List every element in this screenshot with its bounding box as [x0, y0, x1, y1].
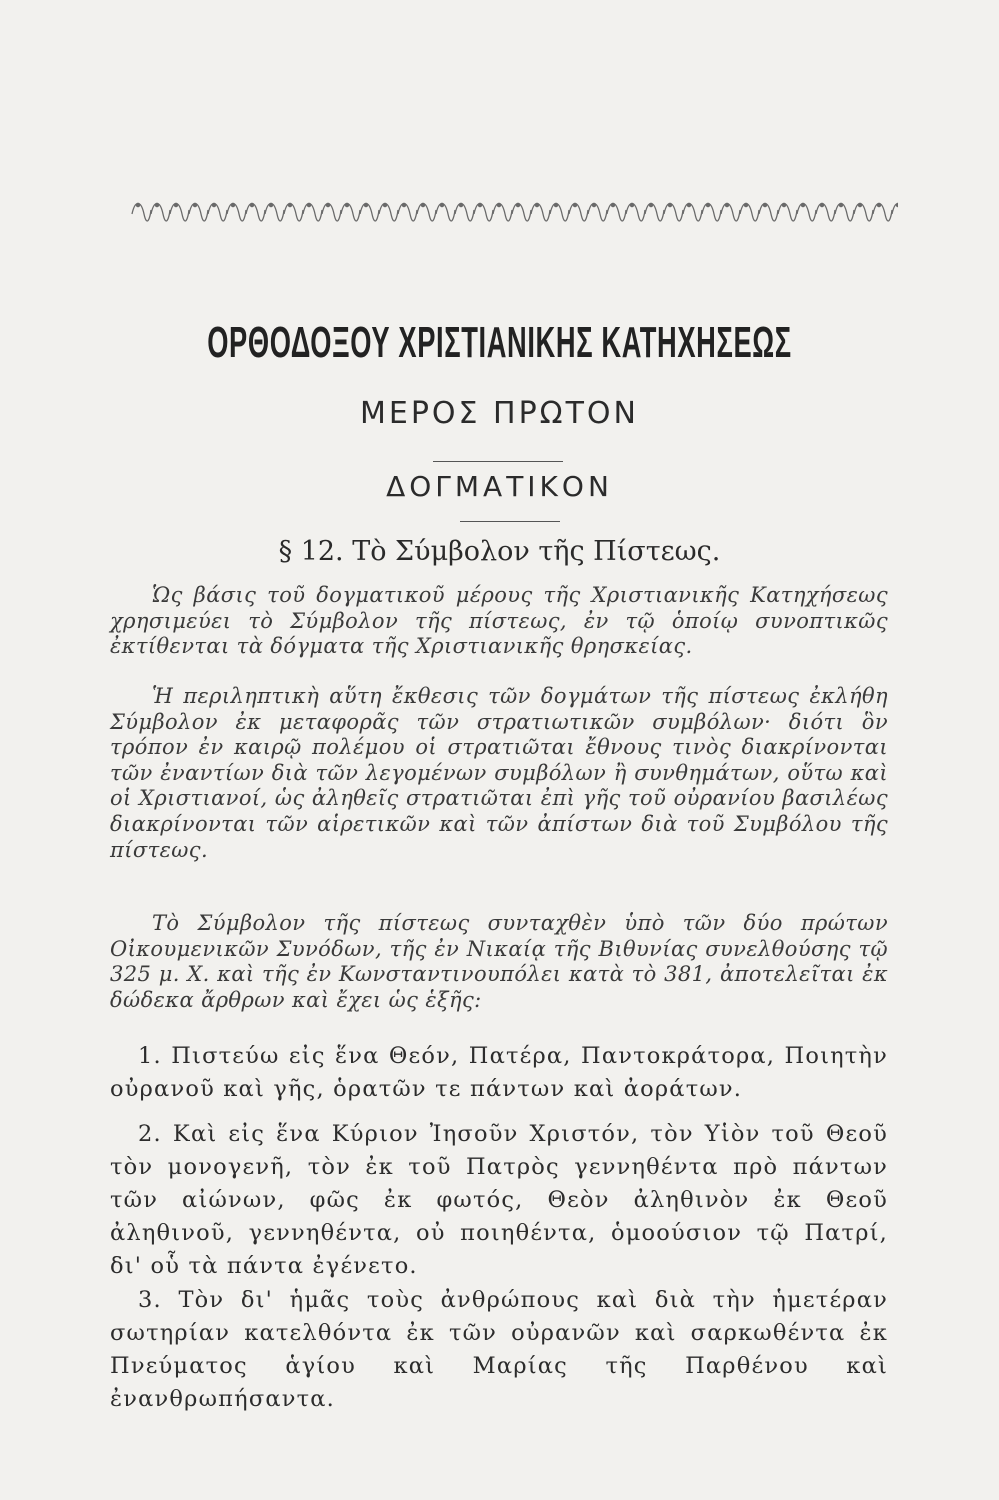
ornament-loop	[455, 204, 474, 222]
ornament-loop	[227, 204, 246, 222]
ornament-dot	[668, 203, 671, 206]
ornament-dot	[611, 203, 614, 206]
ornament-dot	[421, 203, 424, 206]
ornament-loop	[873, 204, 892, 222]
ornament-dot	[820, 203, 823, 206]
article-text: 2. Καὶ εἰς ἕνα Κύριον Ἰησοῦν Χριστόν, τὸν Υἱὸν τοῦ Θεοῦ τὸν μονογενῆ, τὸν ἐκ τοῦ Πατρὸς γεννηθέντα πρὸ πάντων τῶν αἰώνων, φῶς ἐκ φωτός, Θεὸν ἀληθινὸν ἐκ Θεοῦ ἀληθινοῦ, γεννηθέντα, οὐ ποιηθέντα, ὁμοούσιον τῷ Πατρί, δι' οὗ τὰ πάντα ἐγένετο.	[110, 1121, 888, 1279]
ornament-loop	[417, 204, 436, 222]
ornament-loop	[797, 204, 816, 222]
book-title: ΟΡΘΟΔΟΞΟΥ ΧΡΙΣΤΙΑΝΙΚΗΣ ΚΑΤΗΧΗΣΕΩΣ	[207, 318, 792, 367]
ornament-loop	[531, 204, 550, 222]
ornament-loop	[303, 204, 322, 222]
decorative-border-ornament	[128, 196, 898, 222]
ornament-loop	[379, 204, 398, 222]
ornament-dot	[326, 203, 329, 206]
ornament-loop	[816, 204, 835, 222]
ornament-dot	[136, 203, 139, 206]
part-heading: ΜΕΡΟΣ ΠΡΩΤΟΝ	[360, 396, 639, 431]
subtitle-heading: ΔΟΓΜΑΤΙΚΟΝ	[386, 470, 613, 503]
ornament-dot	[763, 203, 766, 206]
ornament-loop	[607, 204, 626, 222]
ornament-dot	[345, 203, 348, 206]
ornament-dot	[706, 203, 709, 206]
paragraph-text: Ὡς βάσις τοῦ δογματικοῦ μέρους τῆς Χριστιανικῆς Κατηχήσεως χρησιμεύει τὸ Σύμβολον τῆς πίστεως, ἐν τῷ ὁποίῳ συνοπτικῶς ἐκτίθενται τὰ δόγματα τῆς Χριστιανικῆς θρησκείας.	[110, 583, 888, 659]
ornament-loop	[683, 204, 702, 222]
ornament-dot	[687, 203, 690, 206]
ornament-dot	[440, 203, 443, 206]
ornament-dot	[896, 203, 898, 206]
ornament-dot	[554, 203, 557, 206]
ornament-dot	[516, 203, 519, 206]
ornament-dot	[649, 203, 652, 206]
article-text: 1. Πιστεύω εἰς ἕνα Θεόν, Πατέρα, Παντοκράτορα, Ποιητὴν οὐρανοῦ καὶ γῆς, ὁρατῶν τε πάντων καὶ ἀοράτων.	[110, 1043, 888, 1102]
ornament-dot	[250, 203, 253, 206]
ornament-loop	[170, 204, 189, 222]
ornament-loop	[341, 204, 360, 222]
ornament-loop	[398, 204, 417, 222]
divider-rule	[433, 461, 563, 462]
ornament-dot	[364, 203, 367, 206]
creed-article-1	[110, 1040, 888, 1116]
ornament-dot	[839, 203, 842, 206]
ornament-dot	[744, 203, 747, 206]
ornament-dot	[573, 203, 576, 206]
ornament-loop	[702, 204, 721, 222]
ornament-dot	[801, 203, 804, 206]
ornament-dot	[782, 203, 785, 206]
ornament-loop	[284, 204, 303, 222]
ornament-dot	[402, 203, 405, 206]
ornament-dot	[231, 203, 234, 206]
ornament-dot	[478, 203, 481, 206]
intro-paragraph	[110, 583, 888, 660]
ornament-loop	[132, 204, 151, 222]
ornament-loop	[550, 204, 569, 222]
ornament-loop	[208, 204, 227, 222]
ornament-dot	[174, 203, 177, 206]
ornament-loop	[360, 204, 379, 222]
ornament-loop	[265, 204, 284, 222]
ornament-loop	[854, 204, 873, 222]
ornament-loop	[740, 204, 759, 222]
ornament-dot	[193, 203, 196, 206]
article-text: 3. Τὸν δι' ἡμᾶς τοὺς ἀνθρώπους καὶ διὰ τὴν ἡμετέραν σωτηρίαν κατελθόντα ἐκ τῶν οὐρανῶν καὶ σαρκωθέντα ἐκ Πνεύματος ἁγίου καὶ Μαρίας τῆς Παρθένου καὶ ἐνανθρωπήσαντα.	[110, 1287, 888, 1412]
ornament-dot	[383, 203, 386, 206]
ornament-loop	[778, 204, 797, 222]
ornament-dot	[212, 203, 215, 206]
ornament-loop	[835, 204, 854, 222]
ornament-dot	[288, 203, 291, 206]
ornament-loop	[493, 204, 512, 222]
ornament-loop	[512, 204, 531, 222]
ornament-dot	[459, 203, 462, 206]
councils-paragraph	[110, 911, 888, 1013]
ornament-dot	[307, 203, 310, 206]
ornament-loop	[322, 204, 341, 222]
ornament-loop	[626, 204, 645, 222]
divider-rule	[460, 521, 560, 522]
ornament-dot	[630, 203, 633, 206]
ornament-loop	[189, 204, 208, 222]
ornament-dot	[155, 203, 158, 206]
symbol-explanation-paragraph	[110, 684, 888, 863]
ornament-loop	[151, 204, 170, 222]
paragraph-text: Τὸ Σύμβολον τῆς πίστεως συνταχθὲν ὑπὸ τῶν δύο πρώτων Οἰκουμενικῶν Συνόδων, τῆς ἐν Νικαίᾳ τῆς Βιθυνίας συνελθούσης τῷ 325 μ. Χ. καὶ τῆς ἐν Κωνσταντινουπόλει κατὰ τὸ 381, ἀποτελεῖται ἐκ δώδεκα ἄρθρων καὶ ἔχει ὡς ἑξῆς:	[110, 911, 888, 1012]
ornament-dot	[592, 203, 595, 206]
ornament-loop	[664, 204, 683, 222]
creed-article-2	[110, 1118, 888, 1293]
ornament-loop	[721, 204, 740, 222]
ornament-dot	[497, 203, 500, 206]
ornament-loop	[759, 204, 778, 222]
ornament-dot	[858, 203, 861, 206]
ornament-dot	[269, 203, 272, 206]
creed-article-3	[110, 1284, 888, 1426]
ornament-dot	[535, 203, 538, 206]
section-heading: § 12. Τὸ Σύμβολον τῆς Πίστεως.	[278, 536, 721, 567]
ornament-dot	[877, 203, 880, 206]
ornament-dot	[725, 203, 728, 206]
ornament-loop	[246, 204, 265, 222]
ornament-loop	[645, 204, 664, 222]
ornament-loop	[588, 204, 607, 222]
ornament-loop	[436, 204, 455, 222]
paragraph-text: Ἡ περιληπτικὴ αὕτη ἔκθεσις τῶν δογμάτων τῆς πίστεως ἐκλήθη Σύμβολον ἐκ μεταφορᾶς τῶν στρατιωτικῶν συμβόλων· διότι ὃν τρόπον ἐν καιρῷ πολέμου οἱ στρατιῶται ἔθνους τινὸς διακρίνονται τῶν ἐναντίων διὰ τῶν λεγομένων συμβόλων ἢ συνθημάτων, οὕτω καὶ οἱ Χριστιανοί, ὡς ἀληθεῖς στρατιῶται ἐπὶ γῆς τοῦ οὐρανίου βασιλέως διακρίνονται τῶν αἱρετικῶν καὶ τῶν ἀπίστων διὰ τοῦ Συμβόλου τῆς πίστεως.	[110, 684, 888, 862]
ornament-loop	[569, 204, 588, 222]
ornament-loop	[474, 204, 493, 222]
